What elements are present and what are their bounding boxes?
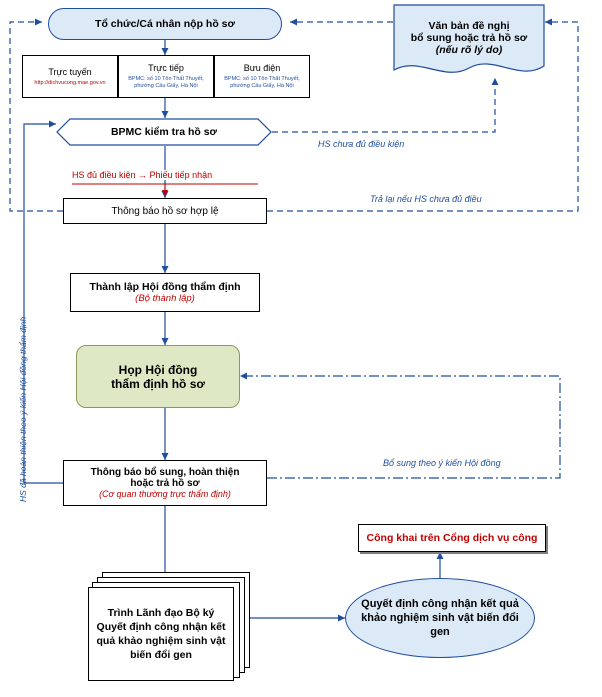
node-request-doc[interactable]: [393, 4, 545, 80]
node-council-setup[interactable]: [70, 273, 260, 312]
edge-label-return-if-not-enough: Trả lại nếu HS chưa đủ điều: [370, 194, 482, 204]
node-bpmc-check-label: BPMC kiểm tra hồ sơ: [110, 126, 218, 138]
leader-submit-front: [88, 587, 234, 681]
node-submit[interactable]: [48, 8, 282, 40]
channel-post-detail: BPMC: số 10 Tôn Thất Thuyết, phường Cầu Giấy, Hà Nội: [224, 76, 300, 89]
decision-label: Quyết định công nhận kết quả khảo nghiệm sinh vật biến đổi gen: [361, 597, 519, 639]
request-doc-line3: (nếu rõ lý do): [435, 44, 503, 56]
node-bpmc-check[interactable]: [56, 118, 272, 146]
node-public-portal[interactable]: [358, 524, 546, 552]
node-valid-notice-label: Thông báo hồ sơ hợp lệ: [111, 205, 219, 217]
node-council-meeting[interactable]: [76, 345, 240, 408]
channel-direct-detail: BPMC: số 10 Tôn Thất Thuyết, phường Cầu Giấy, Hà Nội: [128, 76, 204, 89]
council-setup-line1: Thành lập Hội đồng thẩm định: [89, 281, 241, 293]
council-meeting-line2: thẩm định hồ sơ: [111, 376, 205, 391]
council-setup-line2: (Bộ thành lập): [135, 293, 195, 304]
channel-online-title: Trực tuyến: [48, 66, 92, 77]
leader-submit-label: Trình Lãnh đạo Bộ ký Quyết định công nhận kết quả khảo nghiệm sinh vật biến đổi gen: [96, 606, 226, 662]
node-channel-online[interactable]: [22, 55, 118, 98]
public-portal-label: Công khai trên Cổng dịch vụ công: [366, 532, 538, 544]
node-decision[interactable]: [345, 578, 535, 658]
channel-post-title: Bưu điện: [243, 63, 281, 74]
node-submit-label: Tổ chức/Cá nhân nộp hồ sơ: [95, 18, 235, 30]
request-doc-line1: Văn bản đề nghị: [428, 20, 510, 32]
node-leader-submit[interactable]: [88, 572, 248, 680]
channel-direct-title: Trực tiếp: [148, 63, 184, 74]
supplement-notice-line1: Thông báo bổ sung, hoàn thiện: [90, 467, 240, 478]
request-doc-line2: bổ sung hoặc trả hồ sơ: [410, 32, 528, 44]
channel-online-detail: http://dichvucong.mae.gov.vn: [34, 79, 106, 86]
supplement-notice-line3: (Cơ quan thường trực thẩm định): [99, 489, 231, 499]
council-meeting-line1: Họp Hội đồng: [118, 362, 198, 377]
node-supplement-notice[interactable]: [63, 460, 267, 506]
edge-label-completed-per-council: HS đã hoàn thiện theo ý kiến Hội đồng thẩm định: [18, 316, 28, 502]
supplement-notice-line2: hoặc trả hồ sơ: [130, 478, 200, 489]
edge-label-supplement-per-council: Bổ sung theo ý kiến Hội đồng: [383, 458, 501, 468]
node-channel-direct[interactable]: [118, 55, 214, 98]
node-channel-post[interactable]: [214, 55, 310, 98]
edge-label-not-enough: HS chưa đủ điều kiện: [318, 139, 405, 149]
node-valid-notice[interactable]: [63, 198, 267, 224]
edge-label-enough: HS đủ điều kiện → Phiếu tiếp nhận: [72, 170, 213, 180]
